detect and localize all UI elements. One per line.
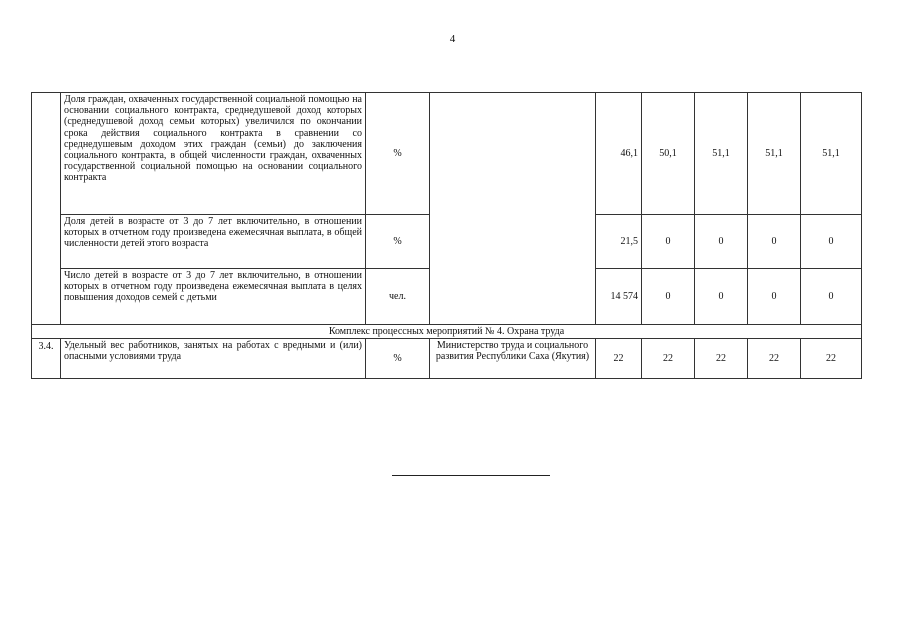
indicator-description: Удельный вес работников, занятых на работах с вредными и (или) опасными условиями труда: [61, 339, 366, 379]
indicator-description: Число детей в возрасте от 3 до 7 лет включительно, в отношении которых в отчетном году произведена ежемесячная выплата в целях повышения доходов семей с детьми: [61, 269, 366, 325]
indicator-description: Доля детей в возрасте от 3 до 7 лет включительно, в отношении которых в отчетном году произведена ежемесячная выплата, в общей численности детей этого возраста: [61, 215, 366, 269]
value-cell: 51,1: [695, 93, 748, 215]
value-cell: 14 574: [596, 269, 642, 325]
responsible-cell: Министерство труда и социального развития Республики Саха (Якутия): [430, 339, 596, 379]
value-cell: 0: [642, 269, 695, 325]
value-cell: 21,5: [596, 215, 642, 269]
closing-divider-line: [392, 475, 550, 476]
section-header: Комплекс процессных мероприятий № 4. Охрана труда: [32, 325, 862, 339]
value-cell: 0: [695, 269, 748, 325]
table-row: [32, 339, 862, 379]
indicator-description: Доля граждан, охваченных государственной социальной помощью на основании социального контракта, среднедушевой доход которых (среднедушевой доход семьи которых) увеличился по окончании срока действия социального контракта в сравнении со среднедушевым доходом этих граждан (семьи) до заключения социального контракта, в общей численности граждан, охваченных государственной социальной помощью на основании социального контракта: [61, 93, 366, 215]
section-header-row: [32, 325, 862, 339]
value-cell: 22: [642, 339, 695, 379]
unit-cell: %: [366, 93, 430, 215]
value-cell: 0: [801, 215, 862, 269]
value-cell: 22: [748, 339, 801, 379]
value-cell: 0: [801, 269, 862, 325]
page-number: 4: [449, 33, 456, 45]
value-cell: 0: [695, 215, 748, 269]
indicators-table: [31, 92, 862, 379]
unit-cell: чел.: [366, 269, 430, 325]
row-number-cell: 3.4.: [32, 339, 61, 379]
responsible-cell: [430, 93, 596, 325]
value-cell: 22: [596, 339, 642, 379]
value-cell: 46,1: [596, 93, 642, 215]
value-cell: 0: [748, 215, 801, 269]
unit-cell: %: [366, 215, 430, 269]
unit-cell: %: [366, 339, 430, 379]
row-number-cell: [32, 93, 61, 325]
value-cell: 22: [695, 339, 748, 379]
value-cell: 0: [642, 215, 695, 269]
value-cell: 0: [748, 269, 801, 325]
value-cell: 22: [801, 339, 862, 379]
value-cell: 51,1: [748, 93, 801, 215]
value-cell: 51,1: [801, 93, 862, 215]
value-cell: 50,1: [642, 93, 695, 215]
table-row: [32, 93, 862, 215]
